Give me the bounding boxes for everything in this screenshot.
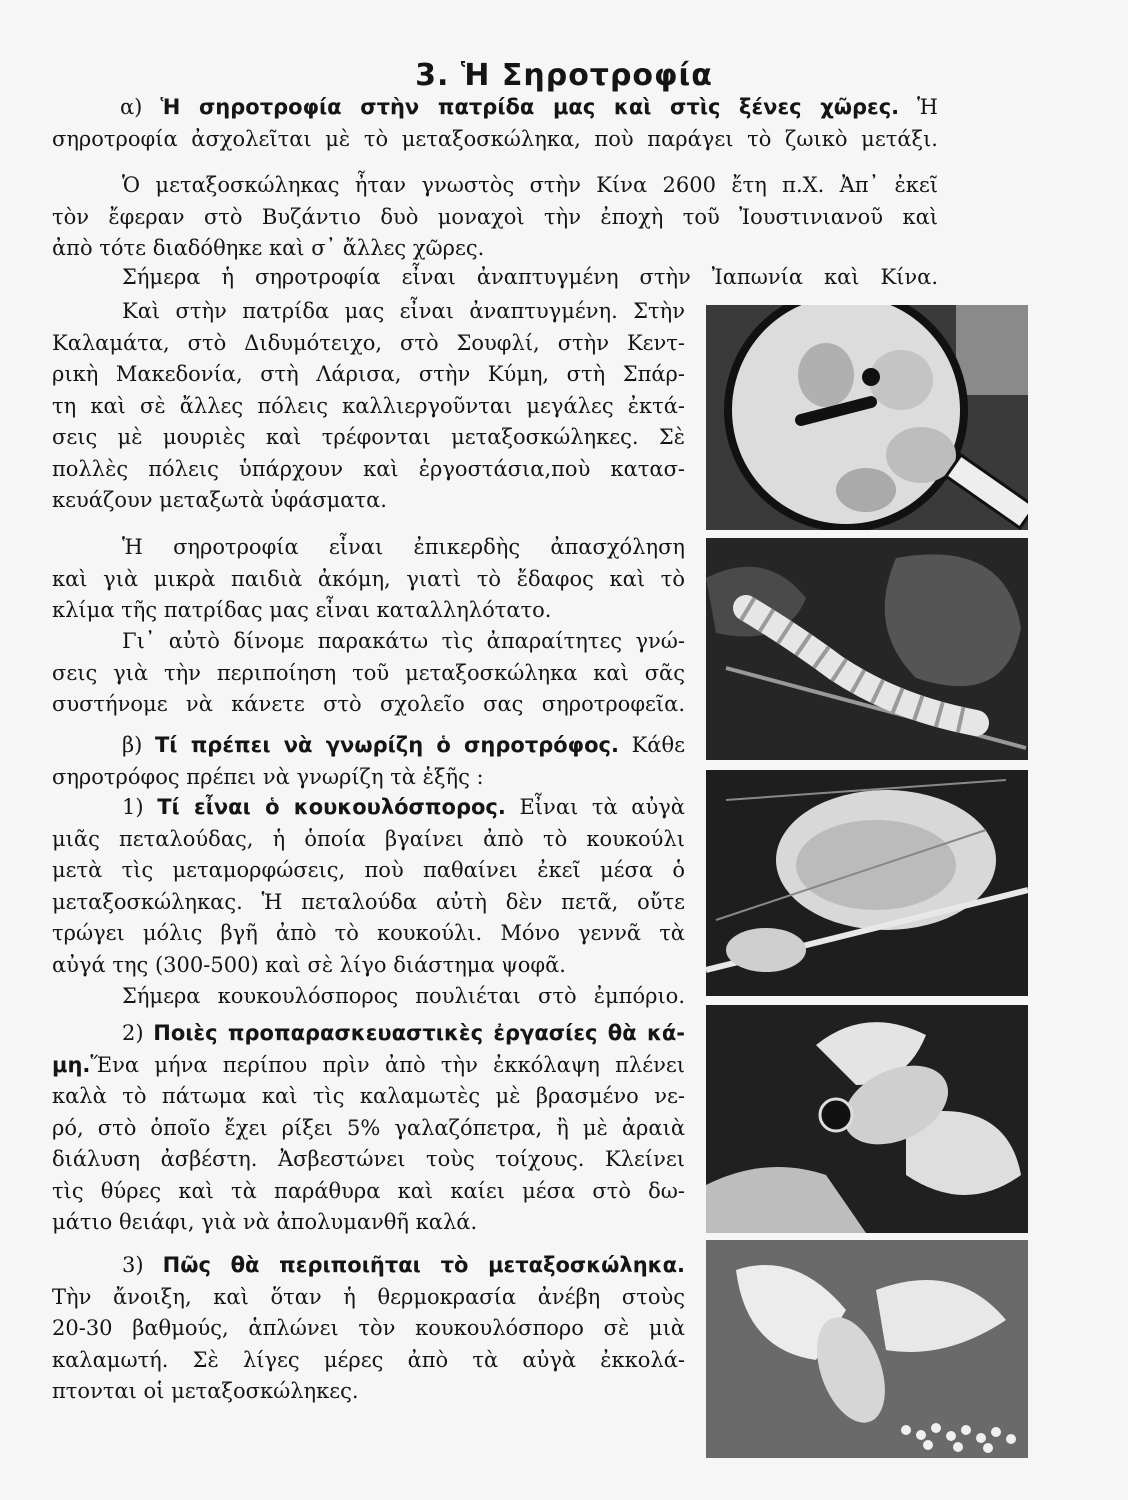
item-2: 2) Ποιὲς προπαρασκευαστικὲς ἐργασίες θὰ κά- μη.Ἕνα μήνα περίπου πρὶν ἀπὸ τὴν ἐκκόλαψη πλένει καλὰ τὸ πάτωμα καὶ τὶς καλαμωτὲς μὲ βρασμένο νε- ρό, στὸ ὁποῖο ἔχει ρίξει 5% γαλαζόπετρα, ἢ μὲ ἀραιὰ διάλυση ἀσβέστη. Ἀσβεστώνει τοὺς τοίχους. Κλείνει τὶς θύρες καὶ τὰ παράθυρα καὶ καίει μέσα στὸ δω- μάτιο θειάφι, γιὰ νὰ ἀπολυμανθῆ καλά. xyxy=(52,1021,685,1234)
section-a-line2: σηροτροφία ἀσχολεῖται μὲ τὸ μεταξοσκώληκα, ποὺ παράγει τὸ ζωικὸ μετάξι. xyxy=(52,127,938,151)
photo-moth-eggs xyxy=(706,1240,1028,1458)
item-2-heading-after: Ἕνα μήνα περίπου πρὶν ἀπὸ τὴν ἐκκόλαψη πλένει xyxy=(90,1052,685,1077)
item-2-number: 2) xyxy=(122,1021,144,1045)
photo-eggs-magnifier xyxy=(706,305,1028,530)
section-a-heading-line xyxy=(52,92,938,124)
item-2-heading-end: μη. xyxy=(52,1052,91,1077)
section-a-heading-after: Ἡ xyxy=(917,95,938,119)
item-3: 3) Πῶς θὰ περιποιῆται τὸ μεταξοσκώληκα. Τὴν ἄνοιξη, καὶ ὅταν ἡ θερμοκρασία ἀνέβη στοὺς 20-30 βαθμούς, ἁπλώνει τὸν κουκουλόσπορο σὲ μιὰ καλαμωτή. Σὲ λίγες μέρες ἀπὸ τὰ αὐγὰ ἐκκολά- πτονται οἱ μεταξοσκώληκες. xyxy=(52,1253,685,1403)
photo-moth xyxy=(706,1005,1028,1233)
item-1-paragraph-2: Σήμερα κουκουλόσπορος πουλιέται στὸ ἐμπόριο. xyxy=(122,984,685,1008)
paragraph-knowledge: Γι᾽ αὐτὸ δίνομε παρακάτω τὶς ἀπαραίτητες γνώ- σεις γιὰ τὴν περιποίηση τοῦ μεταξοσκώληκα καὶ σᾶς συστήνομε νὰ κάνετε στὸ σχολεῖο σας σηροτροφεῖα. xyxy=(52,629,685,716)
item-3-heading: Πῶς θὰ περιποιῆται τὸ μεταξοσκώληκα. xyxy=(162,1253,685,1277)
item-3-number: 3) xyxy=(122,1253,144,1277)
paragraph-history: Ὁ μεταξοσκώληκας ἦταν γνωστὸς στὴν Κίνα 2600 ἔτη π.Χ. Ἀπ᾽ ἐκεῖ τὸν ἔφεραν στὸ Βυζάντιο δυὸ μοναχοὶ τὴν ἐποχὴ τοῦ Ἰουστινιανοῦ καὶ ἀπὸ τότε διαδόθηκε καὶ σ᾽ ἄλλες χῶρες. xyxy=(52,173,938,260)
paragraph-today: Σήμερα ἡ σηροτροφία εἶναι ἀναπτυγμένη στὴν Ἰαπωνία καὶ Κίνα. xyxy=(122,265,938,289)
item-1-heading: Τί εἶναι ὁ κουκουλόσπορος. xyxy=(157,795,506,819)
section-b-label: β) xyxy=(122,733,143,757)
item-2-heading: Ποιὲς προπαρασκευαστικὲς ἐργασίες θὰ κά- xyxy=(153,1021,685,1045)
paragraph-greece: Καὶ στὴν πατρίδα μας εἶναι ἀναπτυγμένη. Στὴν Καλαμάτα, στὸ Διδυμότειχο, στὸ Σουφλί, στὴν Κεντ- ρικὴ Μακεδονία, στὴ Λάρισα, στὴν Κύμη, στὴ Σπάρ- τη καὶ σὲ ἄλλες πόλεις καλλιεργοῦνται μεγάλες ἐκτά- σεις μὲ μουριὲς καὶ τρέφονται μεταξοσκώληκες. Σὲ πολλὲς πόλεις ὑπάρχουν καὶ ἐργοστάσια,ποὺ κατασ- κευάζουν μεταξωτὰ ὑφάσματα. xyxy=(52,299,685,512)
section-b: β) Τί πρέπει νὰ γνωρίζη ὁ σηροτρόφος. Κάθε σηροτρόφος πρέπει νὰ γνωρίζη τὰ ἑξῆς : xyxy=(52,733,685,789)
item-1-heading-after: Εἶναι τὰ αὐγὰ xyxy=(519,795,685,819)
photo-silkworm-leaf xyxy=(706,538,1028,760)
item-1-number: 1) xyxy=(122,795,144,819)
section-a-label: α) xyxy=(120,95,143,119)
photo-cocoons xyxy=(706,770,1028,996)
section-a-heading: Ἡ σηροτροφία στὴν πατρίδα μας καὶ στὶς ξένες χῶρες. xyxy=(160,95,900,119)
page-title: 3. Ἡ Σηροτροφία xyxy=(415,58,713,93)
item-1: 1) Τί εἶναι ὁ κουκουλόσπορος. Εἶναι τὰ αὐγὰ μιᾶς πεταλούδας, ἡ ὁποία βγαίνει ἀπὸ τὸ κουκούλι μετὰ τὶς μεταμορφώσεις, ποὺ παθαίνει ἐκεῖ μέσα ὁ μεταξοσκώληκας. Ἡ πεταλούδα αὐτὴ δὲν πετᾶ, οὔτε τρώγει μόλις βγῆ ἀπὸ τὸ κουκούλι. Μόνο γεννᾶ τὰ αὐγά της (300-500) καὶ σὲ λίγο διάστημα ψοφᾶ. Σήμερα κουκουλόσπορος πουλιέται στὸ ἐμπόριο. xyxy=(52,792,685,1013)
section-b-heading: Τί πρέπει νὰ γνωρίζη ὁ σηροτρόφος. xyxy=(154,733,619,757)
paragraph-profitable: Ἡ σηροτροφία εἶναι ἐπικερδὴς ἀπασχόληση καὶ γιὰ μικρὰ παιδιὰ ἀκόμη, γιατὶ τὸ ἔδαφος καὶ τὸ κλίμα τῆς πατρίδας μας εἶναι καταλληλότατο. xyxy=(52,535,685,622)
section-b-heading-after: Κάθε xyxy=(631,733,685,757)
